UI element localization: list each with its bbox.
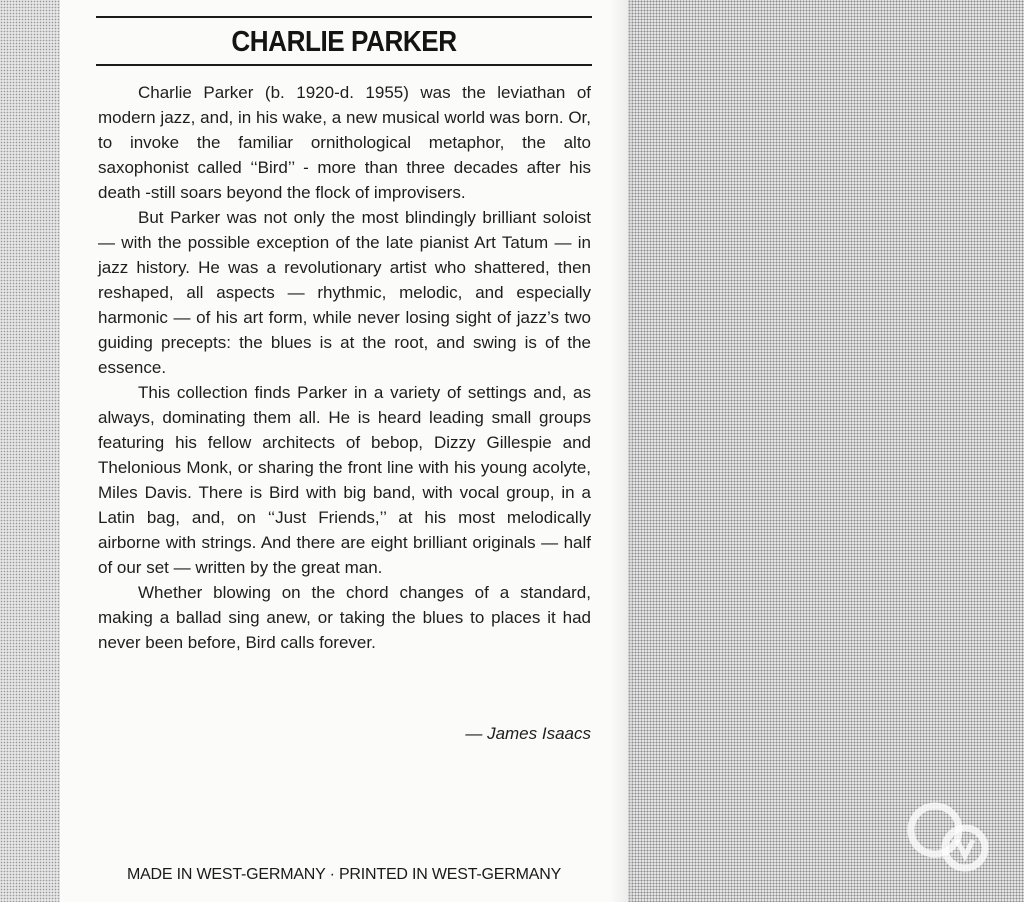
paragraph-3: This collection finds Parker in a variety of settings and, as always, dominating them all. He is heard leading small groups featuring his fellow architects of bebop, Dizzy Gillespie and Thelonious Monk, or sharing the front line with his young acolyte, Miles Davis. There is Bird with big band, with vocal group, in a Latin bag, and, on ‘‘Just Friends,’’ at his most melodically airborne with strings. And there are eight brilliant originals — half of our set — written by the great man.: [98, 383, 591, 577]
halftone-background-right: [628, 0, 1024, 902]
watermark-logo: [895, 790, 995, 880]
page-title: CHARLIE PARKER: [231, 26, 457, 58]
liner-notes-body: [98, 80, 591, 655]
halftone-background-left: [0, 0, 60, 902]
author-signature: — James Isaacs: [465, 724, 591, 743]
title-rule-bottom: [96, 64, 592, 66]
paragraph-4: Whether blowing on the chord changes of a standard, making a ballad sing anew, or taking the blues to places it had never been before, Bird calls forever.: [98, 583, 591, 652]
paragraph-2: But Parker was not only the most blindingly brilliant soloist — with the possible exception of the late pianist Art Tatum — in jazz history. He was a revolutionary artist who shattered, then reshaped, all aspects — rhythmic, melodic, and especially harmonic — of his art form, while never losing sight of jazz’s two guiding precepts: the blues is at the root, and swing is of the essence.: [98, 208, 591, 377]
title-rule-top: [96, 16, 592, 18]
paragraph-1: Charlie Parker (b. 1920-d. 1955) was the leviathan of modern jazz, and, in his wake, a new musical world was born. Or, to invoke the familiar ornithological metaphor, the alto saxophonist called ‘‘Bird’’ - more than three decades after his death -still soars beyond the flock of improvisers.: [98, 83, 591, 202]
footer-notice: MADE IN WEST-GERMANY · PRINTED IN WEST-GERMANY: [126, 866, 562, 883]
page-edge-shadow: [610, 0, 632, 902]
